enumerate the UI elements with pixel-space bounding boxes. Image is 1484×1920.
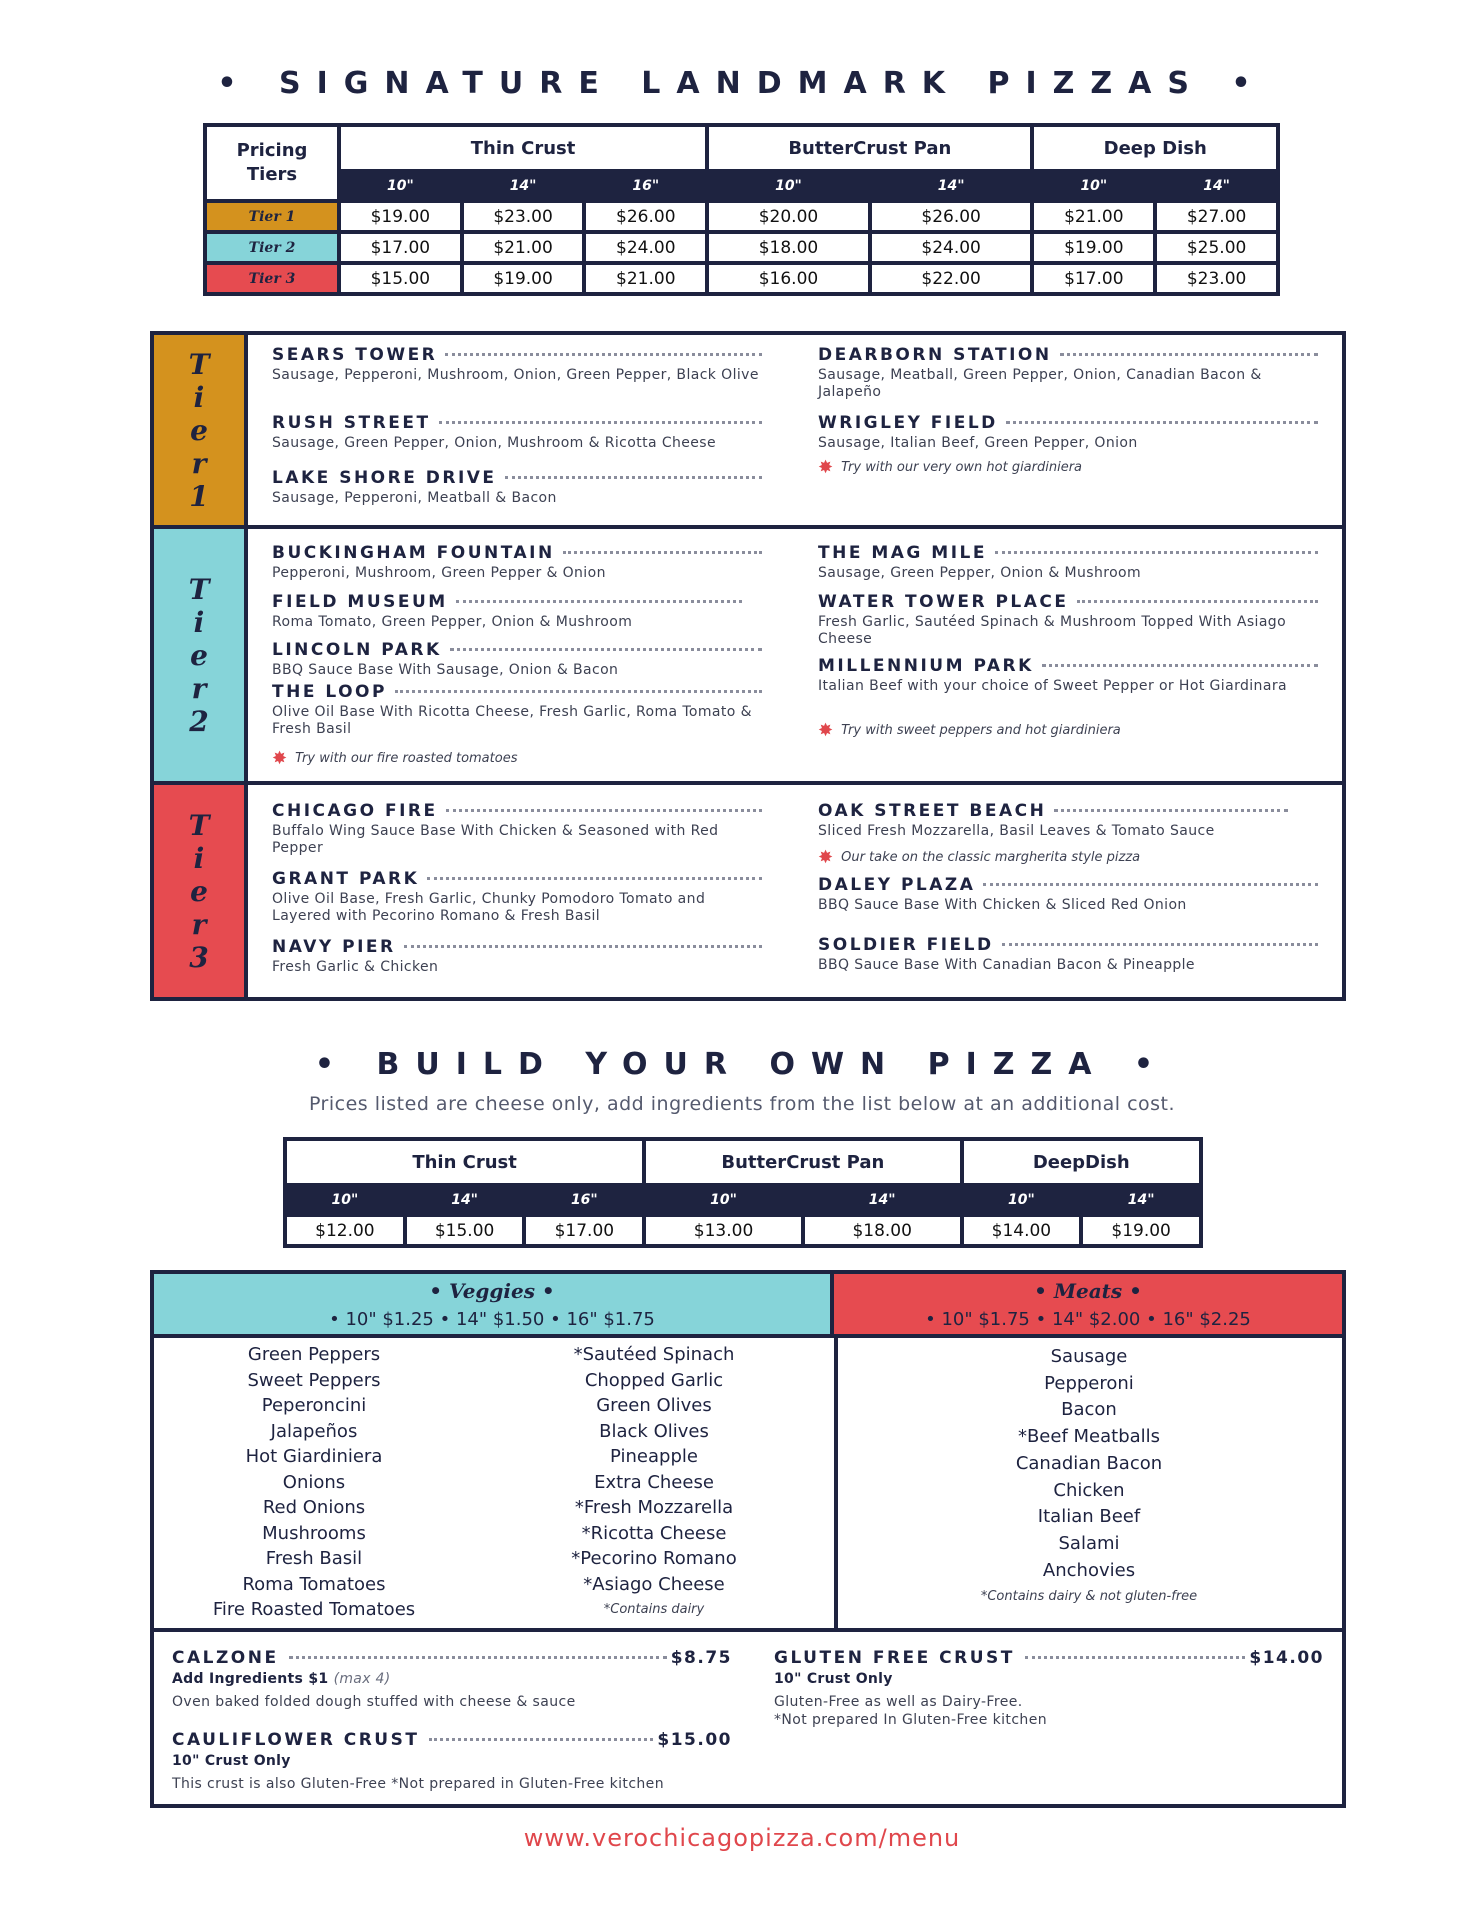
label-letter: e [190, 874, 208, 908]
item-name: NAVY PIER [272, 937, 396, 957]
menu-item-grant-park [272, 869, 762, 925]
extras-box [150, 1628, 1346, 1808]
thin-crust-header: Thin Crust [341, 127, 705, 169]
item-desc: Sausage, Italian Beef, Green Pepper, Onion [818, 435, 1138, 451]
menu-item-the-loop [272, 682, 762, 738]
price-cell: $15.00 [407, 1217, 523, 1244]
meats-footnote: *Contains dairy & not gluten-free [980, 1589, 1198, 1605]
menu-item-rush-street [272, 413, 762, 452]
label-letter: r [191, 446, 207, 480]
item-name: CHICAGO FIRE [272, 801, 438, 821]
item-name: THE MAG MILE [818, 543, 987, 563]
tier-2-vertical-label [154, 529, 248, 781]
label-letter: T [188, 347, 210, 381]
price-cell: $15.00 [341, 265, 460, 292]
buttercrust-header: ButterCrust Pan [709, 127, 1030, 169]
label-letter: T [188, 572, 210, 606]
item-desc: BBQ Sauce Base With Canadian Bacon & Pineapple [818, 957, 1195, 973]
label-letter: 1 [189, 479, 209, 513]
item-name: THE LOOP [272, 682, 387, 702]
price-cell: $18.00 [709, 234, 868, 261]
tier-2-note-left [272, 748, 517, 769]
menu-item-sears-tower [272, 345, 762, 384]
size-label: 16" [526, 1187, 642, 1213]
byo-title: • BUILD YOUR OWN PIZZA • [314, 1047, 1170, 1082]
item-desc: BBQ Sauce Base With Sausage, Onion & Bacon [272, 662, 619, 678]
item-name: CALZONE [172, 1648, 279, 1668]
size-label: 10" [341, 173, 460, 199]
topping-item: Bacon [1061, 1399, 1117, 1421]
label-letter: e [190, 638, 208, 672]
topping-item: Chicken [1053, 1479, 1125, 1501]
meats-list [954, 1344, 1224, 1611]
meats-price: • 10" $1.75 • 14" $2.00 • 16" $2.25 [925, 1309, 1251, 1330]
price-cell: $21.00 [1034, 203, 1153, 230]
size-label: 10" [1034, 173, 1153, 199]
label-letter: r [191, 907, 207, 941]
cauliflower-crust-item [172, 1730, 732, 1793]
veggies-list-2 [524, 1342, 784, 1623]
price-cell: $19.00 [1034, 234, 1153, 261]
menu-item-chicago-fire [272, 801, 762, 857]
item-sub: Add Ingredients $1 [172, 1671, 329, 1687]
gluten-free-crust-item [774, 1648, 1324, 1729]
price-cell: $24.00 [872, 234, 1031, 261]
topping-item: Green Olives [596, 1395, 712, 1416]
label-letter: i [193, 605, 205, 639]
byo-subtitle: Prices listed are cheese only, add ingredients from the list below at an additional cost. [308, 1093, 1176, 1115]
topping-item: Mushrooms [262, 1522, 366, 1544]
size-label: 14" [805, 1187, 960, 1213]
price-cell: $23.00 [1157, 265, 1276, 292]
menu-item-dearborn-station [818, 345, 1318, 401]
veggies-footnote: *Contains dairy [603, 1602, 705, 1617]
topping-item: Extra Cheese [594, 1471, 714, 1493]
tier-2-note-right [818, 720, 1121, 741]
size-label: 10" [964, 1187, 1080, 1213]
topping-item: Pineapple [610, 1446, 698, 1467]
price-cell: $17.00 [1034, 265, 1153, 292]
corner-label-2: Tiers [246, 164, 298, 185]
tier-1-label: Tier 1 [207, 203, 337, 230]
tier-2-section [154, 529, 1342, 785]
topping-item: *Sautéed Spinach [573, 1344, 735, 1365]
item-desc: Pepperoni, Mushroom, Green Pepper & Onion [272, 565, 606, 581]
menu-item-oak-street-beach [818, 801, 1288, 840]
price-cell: $21.00 [464, 234, 583, 261]
price-cell: $19.00 [1083, 1217, 1199, 1244]
item-desc: Sausage, Pepperoni, Meatball & Bacon [272, 490, 557, 506]
note-text: Our take on the classic margherita style pizza [841, 850, 1141, 865]
topping-item: Hot Giardiniera [245, 1446, 383, 1467]
item-desc: Fresh Garlic, Sautéed Spinach & Mushroom Topped With Asiago Cheese [818, 614, 1287, 647]
size-label: 14" [1083, 1187, 1199, 1213]
topping-item: Pepperoni [1044, 1372, 1134, 1394]
item-sub-note: (max 4) [333, 1671, 391, 1687]
size-label: 14" [407, 1187, 523, 1213]
menu-item-water-tower-place [818, 592, 1318, 648]
menu-item-navy-pier [272, 937, 762, 976]
topping-item: Chopped Garlic [584, 1369, 724, 1391]
item-name: BUCKINGHAM FOUNTAIN [272, 543, 555, 563]
item-desc: Sausage, Meatball, Green Pepper, Onion, Canadian Bacon & Jalapeño [818, 367, 1262, 400]
veggies-header [154, 1274, 834, 1338]
tier-3-vertical-label [154, 785, 248, 997]
price-cell: $16.00 [709, 265, 868, 292]
toppings-box [150, 1270, 1346, 1632]
topping-item: Green Peppers [247, 1344, 381, 1365]
price-cell: $19.00 [341, 203, 460, 230]
toppings-divider [834, 1338, 838, 1628]
topping-item: *Ricotta Cheese [581, 1522, 727, 1544]
item-desc: Sausage, Pepperoni, Mushroom, Onion, Green Pepper, Black Olive [272, 367, 759, 383]
topping-item: *Asiago Cheese [583, 1573, 725, 1595]
label-letter: 3 [189, 940, 209, 974]
menu-item-field-museum [272, 592, 742, 631]
item-desc: This crust is also Gluten-Free *Not prepared in Gluten-Free kitchen [172, 1776, 664, 1792]
star-icon: ✸ [818, 847, 834, 868]
veggies-price: • 10" $1.25 • 14" $1.50 • 16" $1.75 [329, 1309, 655, 1330]
tier-2-label: Tier 2 [207, 234, 337, 261]
meats-title: • Meats • [1034, 1279, 1142, 1303]
pricing-tiers-header [207, 127, 337, 199]
veggies-list-1 [184, 1342, 444, 1623]
tier-3-label: Tier 3 [207, 265, 337, 292]
size-label: 10" [646, 1187, 801, 1213]
topping-item: Sausage [1050, 1346, 1128, 1367]
item-price: $15.00 [657, 1730, 732, 1750]
note-text: Try with our very own hot giardiniera [841, 460, 1083, 475]
price-cell: $21.00 [586, 265, 705, 292]
topping-item: Red Onions [262, 1497, 366, 1518]
item-sub: 10" Crust Only [172, 1753, 291, 1769]
topping-item: *Beef Meatballs [1017, 1426, 1161, 1448]
price-cell: $18.00 [805, 1217, 960, 1244]
item-name: DALEY PLAZA [818, 875, 976, 895]
item-name: WATER TOWER PLACE [818, 592, 1069, 612]
price-cell: $22.00 [872, 265, 1031, 292]
item-name: RUSH STREET [272, 413, 431, 433]
tier-1-note [818, 457, 1082, 478]
item-name: SOLDIER FIELD [818, 935, 994, 955]
item-desc: *Not prepared In Gluten-Free kitchen [774, 1712, 1047, 1728]
item-name: LINCOLN PARK [272, 640, 442, 660]
topping-item: Jalapeños [270, 1420, 358, 1442]
price-cell: $23.00 [464, 203, 583, 230]
topping-item: Italian Beef [1037, 1506, 1141, 1528]
item-sub: 10" Crust Only [774, 1671, 893, 1687]
topping-item: Salami [1058, 1532, 1120, 1554]
buttercrust-header: ButterCrust Pan [646, 1141, 959, 1183]
price-cell: $26.00 [872, 203, 1031, 230]
menu-item-lincoln-park [272, 640, 762, 679]
item-price: $8.75 [670, 1648, 732, 1668]
item-name: WRIGLEY FIELD [818, 413, 998, 433]
price-cell: $25.00 [1157, 234, 1276, 261]
calzone-item [172, 1648, 732, 1711]
meats-header [834, 1274, 1342, 1338]
veggies-title: • Veggies • [429, 1279, 555, 1303]
topping-item: Peperoncini [261, 1395, 367, 1416]
item-name: OAK STREET BEACH [818, 801, 1047, 821]
star-icon: ✸ [272, 748, 288, 769]
item-desc: BBQ Sauce Base With Chicken & Sliced Red Onion [818, 897, 1187, 913]
topping-item: Anchovies [1042, 1559, 1136, 1581]
label-letter: i [193, 841, 205, 875]
label-letter: T [188, 808, 210, 842]
label-letter: 2 [189, 704, 209, 738]
item-name: CAULIFLOWER CRUST [172, 1730, 420, 1750]
item-desc: Italian Beef with your choice of Sweet Pepper or Hot Giardinara [818, 678, 1287, 694]
item-desc: Buffalo Wing Sauce Base With Chicken & Seasoned with Red Pepper [272, 823, 719, 856]
note-text: Try with sweet peppers and hot giardiniera [841, 723, 1121, 738]
tier-1-section [154, 335, 1342, 529]
price-cell: $13.00 [646, 1217, 801, 1244]
menu-item-soldier-field [818, 935, 1318, 974]
price-cell: $14.00 [964, 1217, 1080, 1244]
topping-item: Canadian Bacon [1015, 1452, 1163, 1474]
star-icon: ✸ [818, 720, 834, 741]
price-cell: $19.00 [464, 265, 583, 292]
item-desc: Oven baked folded dough stuffed with cheese & sauce [172, 1694, 576, 1710]
topping-item: *Pecorino Romano [571, 1548, 737, 1569]
item-name: LAKE SHORE DRIVE [272, 468, 497, 488]
menu-item-wrigley-field [818, 413, 1318, 452]
item-name: FIELD MUSEUM [272, 592, 448, 612]
size-label: 10" [287, 1187, 403, 1213]
price-cell: $24.00 [586, 234, 705, 261]
tier-menu-box [150, 331, 1346, 1001]
item-desc: Sausage, Green Pepper, Onion & Mushroom [818, 565, 1142, 581]
item-name: SEARS TOWER [272, 345, 438, 365]
item-name: GRANT PARK [272, 869, 420, 889]
item-desc: Roma Tomato, Green Pepper, Onion & Mushroom [272, 614, 633, 630]
item-desc: Sliced Fresh Mozzarella, Basil Leaves & Tomato Sauce [818, 823, 1215, 839]
note-text: Try with our fire roasted tomatoes [295, 751, 518, 766]
size-label: 10" [709, 173, 868, 199]
price-cell: $20.00 [709, 203, 868, 230]
item-name: DEARBORN STATION [818, 345, 1052, 365]
tier-1-vertical-label [154, 335, 248, 525]
thin-crust-header: Thin Crust [287, 1141, 642, 1183]
menu-item-lake-shore-drive [272, 468, 762, 507]
price-cell: $27.00 [1157, 203, 1276, 230]
tier-3-section [154, 785, 1342, 997]
signature-price-table [203, 123, 1280, 296]
price-cell: $26.00 [586, 203, 705, 230]
label-letter: e [190, 413, 208, 447]
star-icon: ✸ [818, 457, 834, 478]
price-cell: $17.00 [526, 1217, 642, 1244]
item-desc: Olive Oil Base With Ricotta Cheese, Fresh Garlic, Roma Tomato & Fresh Basil [272, 704, 752, 737]
price-cell: $17.00 [341, 234, 460, 261]
website-link[interactable]: www.verochicagopizza.com/menu [523, 1824, 961, 1852]
topping-item: Fresh Basil [265, 1548, 363, 1569]
item-desc: Gluten-Free as well as Dairy-Free. [774, 1694, 1023, 1710]
size-label: 14" [464, 173, 583, 199]
price-cell: $12.00 [287, 1217, 403, 1244]
item-name: GLUTEN FREE CRUST [774, 1648, 1015, 1668]
tier-3-note [818, 847, 1140, 868]
byo-price-table [283, 1137, 1203, 1248]
item-desc: Olive Oil Base, Fresh Garlic, Chunky Pomodoro Tomato and Layered with Pecorino Romano & Fresh Basil [272, 891, 706, 924]
label-letter: i [193, 380, 205, 414]
size-label: 16" [586, 173, 705, 199]
item-desc: Fresh Garlic & Chicken [272, 959, 439, 975]
topping-item: Black Olives [599, 1420, 709, 1442]
menu-item-the-mag-mile [818, 543, 1318, 582]
item-desc: Sausage, Green Pepper, Onion, Mushroom & Ricotta Cheese [272, 435, 717, 451]
topping-item: Onions [282, 1471, 346, 1493]
label-letter: r [191, 671, 207, 705]
size-label: 14" [1157, 173, 1276, 199]
topping-item: Roma Tomatoes [242, 1573, 386, 1595]
topping-item: Sweet Peppers [247, 1369, 381, 1391]
item-price: $14.00 [1249, 1648, 1324, 1668]
item-name: MILLENNIUM PARK [818, 656, 1034, 676]
topping-item: *Fresh Mozzarella [574, 1497, 734, 1518]
corner-label-1: Pricing [236, 140, 308, 161]
deep-dish-header: DeepDish [964, 1141, 1199, 1183]
topping-item: Fire Roasted Tomatoes [212, 1599, 416, 1620]
signature-title: • SIGNATURE LANDMARK PIZZAS • [217, 66, 1267, 101]
size-label: 14" [872, 173, 1031, 199]
deep-dish-header: Deep Dish [1034, 127, 1276, 169]
menu-item-millennium-park [818, 656, 1318, 695]
menu-item-buckingham-fountain [272, 543, 762, 582]
menu-item-daley-plaza [818, 875, 1318, 914]
